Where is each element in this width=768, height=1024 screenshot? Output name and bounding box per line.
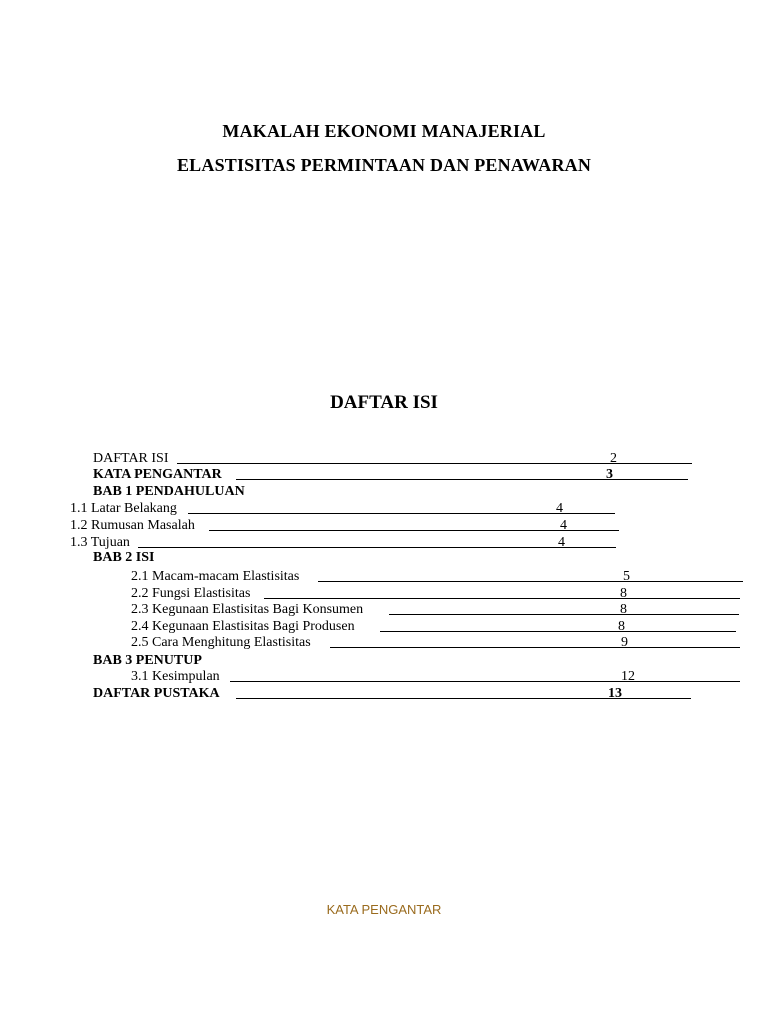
toc-leader-line bbox=[138, 547, 616, 548]
toc-leader-line bbox=[236, 698, 691, 699]
next-section-heading: KATA PENGANTAR bbox=[326, 902, 442, 917]
toc-entry-label: 1.2 Rumusan Masalah bbox=[70, 518, 195, 533]
toc-entry-page: 8 bbox=[620, 586, 627, 601]
toc-entry-page: 12 bbox=[621, 669, 635, 684]
toc-entry-label: 2.3 Kegunaan Elastisitas Bagi Konsumen bbox=[131, 602, 364, 617]
toc-heading: DAFTAR ISI bbox=[330, 392, 438, 413]
toc-entry-label: BAB 1 PENDAHULUAN bbox=[93, 484, 245, 499]
toc-entry-label: 1.1 Latar Belakang bbox=[70, 501, 177, 516]
document-title: MAKALAH EKONOMI MANAJERIAL bbox=[222, 121, 546, 141]
toc-entry-label: KATA PENGANTAR bbox=[93, 467, 222, 482]
toc-entry-page: 9 bbox=[621, 635, 628, 650]
toc-entry-label: BAB 2 ISI bbox=[93, 550, 155, 565]
toc-entry-label: 2.2 Fungsi Elastisitas bbox=[131, 586, 251, 601]
toc-entry-label: 2.1 Macam-macam Elastisitas bbox=[131, 569, 300, 584]
toc-leader-line bbox=[380, 631, 736, 632]
toc-entry-page: 2 bbox=[610, 451, 617, 466]
toc-leader-line bbox=[330, 647, 740, 648]
toc-leader-line bbox=[236, 479, 688, 480]
toc-entry-page: 4 bbox=[560, 518, 567, 533]
toc-entry-label: DAFTAR ISI bbox=[93, 451, 169, 466]
toc-leader-line bbox=[264, 598, 740, 599]
toc-entry-page: 5 bbox=[623, 569, 630, 584]
toc-leader-line bbox=[230, 681, 740, 682]
toc-entry-page: 4 bbox=[556, 501, 563, 516]
toc-entry-label: BAB 3 PENUTUP bbox=[93, 653, 202, 668]
toc-entry-label: DAFTAR PUSTAKA bbox=[93, 686, 220, 701]
toc-entry-label: 1.3 Tujuan bbox=[70, 535, 130, 550]
toc-entry-label: 3.1 Kesimpulan bbox=[131, 669, 220, 684]
toc-entry-label: 2.5 Cara Menghitung Elastisitas bbox=[131, 635, 311, 650]
toc-leader-line bbox=[318, 581, 743, 582]
toc-entry-page: 8 bbox=[620, 602, 627, 617]
toc-entry-page: 13 bbox=[608, 686, 622, 701]
toc-entry-page: 8 bbox=[618, 619, 625, 634]
toc-leader-line bbox=[389, 614, 739, 615]
toc-entry-page: 3 bbox=[606, 467, 613, 482]
toc-leader-line bbox=[209, 530, 619, 531]
document-subtitle: ELASTISITAS PERMINTAAN DAN PENAWARAN bbox=[176, 155, 592, 175]
toc-leader-line bbox=[188, 513, 615, 514]
toc-entry-page: 4 bbox=[558, 535, 565, 550]
toc-entry-label: 2.4 Kegunaan Elastisitas Bagi Produsen bbox=[131, 619, 355, 634]
